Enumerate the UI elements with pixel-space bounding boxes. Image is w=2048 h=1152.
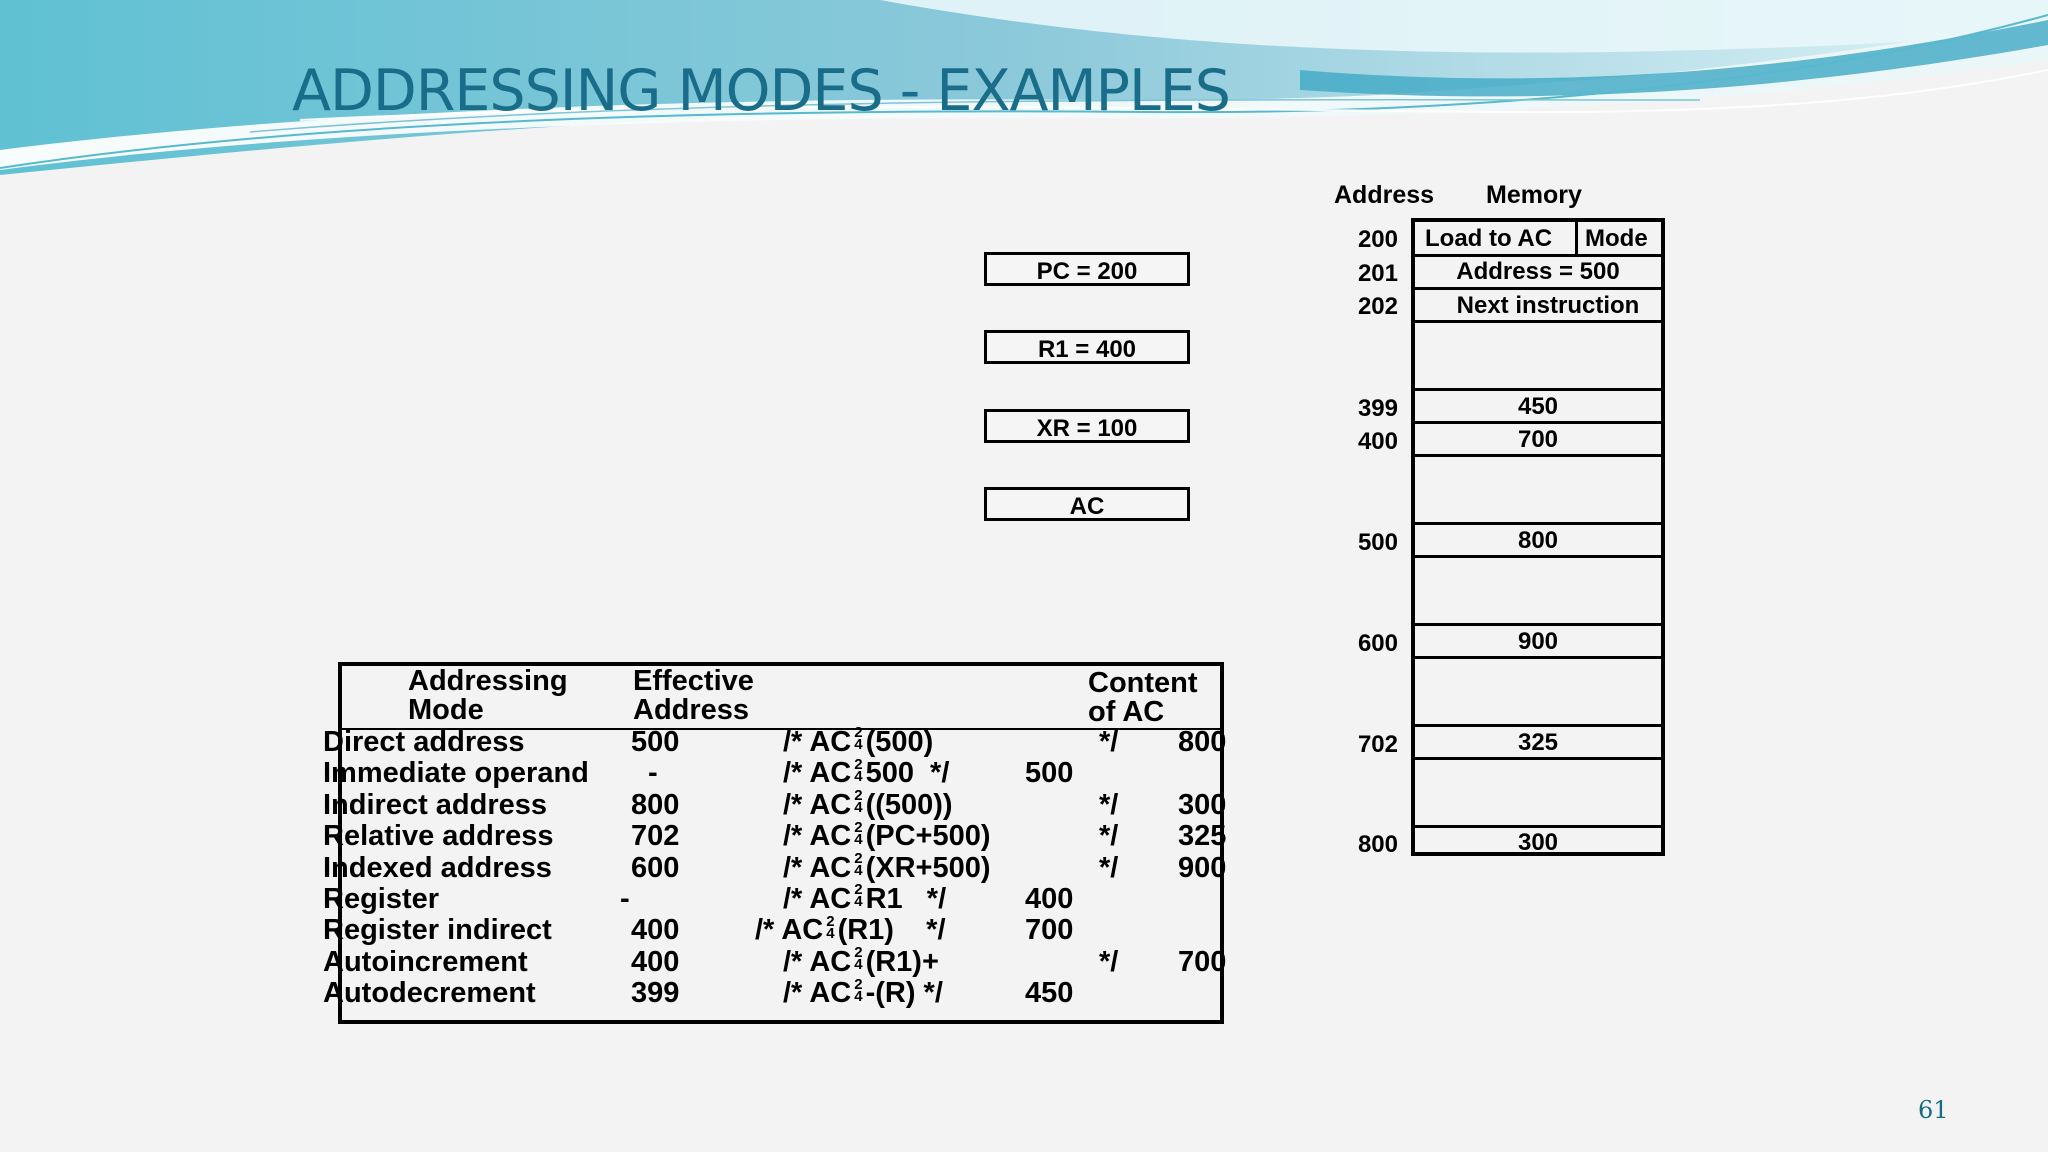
header-mode: Addressing Mode — [408, 665, 568, 726]
page-number: 61 — [1918, 1096, 1949, 1124]
memory-address: 399 — [1357, 395, 1398, 422]
table-row-mode: Indirect address — [323, 788, 548, 821]
table-row-content: 500 — [1025, 757, 1074, 790]
assign-arrow-icon: 2 4 — [854, 724, 863, 754]
memory-cell-content: Next instruction — [1456, 292, 1640, 319]
table-row-content: 300 — [1178, 789, 1227, 821]
memory-address: 702 — [1357, 731, 1398, 758]
memory-address: 201 — [1357, 260, 1398, 287]
table-row-content: 400 — [1025, 883, 1074, 915]
table-row-effective-address: 702 — [631, 820, 680, 853]
table-row-effective-address: 500 — [631, 726, 680, 758]
memory-cell — [1415, 825, 1661, 856]
memory-cell-content: 700 — [1517, 426, 1559, 453]
memory-cell — [1415, 254, 1661, 287]
header-content-of-ac: Content of AC — [1088, 667, 1198, 728]
table-row-effective-address: 600 — [631, 851, 680, 884]
table-row-instruction: /* AC 2 4 ((500)) — [783, 787, 953, 821]
assign-arrow-icon: 2 4 — [854, 975, 863, 1005]
table-row-mode: Autoincrement — [323, 945, 528, 978]
memory-cell — [1415, 388, 1661, 421]
assign-arrow-icon: 2 4 — [826, 912, 835, 942]
table-row-instruction: /* AC 2 4 (R1)+ — [783, 944, 939, 978]
memory-cell — [1415, 724, 1661, 757]
table-row-instruction: /* AC 2 4 (R1) */ — [755, 912, 946, 947]
memory-address: 400 — [1357, 428, 1398, 455]
assign-arrow-icon: 2 4 — [854, 787, 863, 817]
table-row-mode: Autodecrement — [323, 977, 536, 1010]
memory-address: 202 — [1357, 293, 1398, 320]
memory-address: 600 — [1357, 630, 1398, 657]
register-pc: PC = 200 — [984, 252, 1190, 286]
memory-address: 800 — [1357, 831, 1398, 858]
memory-block — [1411, 218, 1665, 856]
assign-arrow-icon: 2 4 — [854, 944, 863, 974]
slide-title: ADDRESSING MODES - EXAMPLES — [292, 58, 1230, 124]
table-row-effective-address: 400 — [631, 914, 680, 947]
memory-cell-content: Address = 500 — [1456, 258, 1620, 285]
table-row-instruction: /* AC 2 4 -(R) */ — [783, 975, 943, 1010]
table-row-effective-address: 400 — [631, 945, 680, 978]
table-row-instruction: /* AC 2 4 (PC+500) — [783, 818, 991, 853]
table-row-mode: Relative address — [323, 820, 554, 853]
table-row-instruction: /* AC 2 4 500 */ — [783, 755, 950, 790]
assign-arrow-icon: 2 4 — [854, 818, 863, 848]
register-ac: AC — [984, 487, 1190, 521]
table-row-content: 450 — [1025, 977, 1074, 1010]
table-row-comment-end: */ — [1099, 851, 1119, 884]
table-row-effective-address: 399 — [631, 977, 680, 1010]
table-row-mode: Indexed address — [323, 851, 552, 884]
memory-cell — [1415, 555, 1661, 623]
table-row-mode: Immediate operand — [323, 757, 589, 790]
register-xr: XR = 100 — [984, 409, 1190, 443]
assign-arrow-icon: 2 4 — [854, 755, 863, 785]
memory-cell-mode: Mode — [1585, 225, 1648, 252]
memory-cell — [1415, 757, 1661, 825]
table-row-mode: Register indirect — [323, 914, 552, 947]
table-row-comment-end: */ — [1099, 788, 1119, 821]
table-row-effective-address: 800 — [631, 788, 680, 821]
table-row-mode: Register — [323, 883, 440, 915]
memory-cell-content: 325 — [1517, 729, 1559, 756]
memory-cell — [1415, 219, 1661, 251]
memory-header: Memory — [1486, 181, 1582, 209]
address-header: Address — [1334, 181, 1435, 209]
register-r1: R1 = 400 — [984, 330, 1190, 364]
table-row-content: 800 — [1178, 727, 1227, 758]
assign-arrow-icon: 2 4 — [854, 881, 863, 911]
table-row-content: 700 — [1025, 914, 1074, 947]
memory-cell — [1415, 454, 1661, 522]
assign-arrow-icon: 2 4 — [854, 849, 863, 879]
memory-address: 500 — [1357, 529, 1398, 556]
memory-cell — [1415, 656, 1661, 724]
memory-cell-content: 900 — [1517, 628, 1559, 655]
table-row-comment-end: */ — [1099, 820, 1119, 853]
table-row-content: 325 — [1178, 821, 1227, 853]
memory-cell — [1415, 320, 1661, 388]
table-row-instruction: /* AC 2 4 (500) — [783, 724, 934, 758]
table-row-content: 900 — [1178, 852, 1227, 884]
table-row-comment-end: */ — [1099, 945, 1119, 978]
table-row-comment-end: */ — [1099, 726, 1119, 758]
memory-cell-content: 300 — [1517, 829, 1559, 856]
memory-address: 200 — [1357, 226, 1398, 253]
table-row-mode: Direct address — [323, 726, 525, 758]
table-row-instruction: /* AC 2 4 R1 */ — [783, 881, 947, 915]
table-row-effective-address: - — [620, 883, 630, 915]
memory-cell — [1415, 287, 1661, 320]
table-row-content: 700 — [1178, 946, 1227, 978]
memory-cell-content: 800 — [1517, 527, 1559, 554]
memory-cell-content: Load to AC — [1425, 225, 1553, 252]
table-row-instruction: /* AC 2 4 (XR+500) — [783, 849, 991, 884]
memory-cell — [1415, 623, 1661, 656]
table-row-effective-address: - — [648, 757, 658, 790]
memory-cell-content: 450 — [1517, 393, 1559, 420]
memory-cell — [1415, 421, 1661, 454]
memory-cell — [1415, 522, 1661, 555]
header-effective-address: Effective Address — [633, 665, 754, 726]
